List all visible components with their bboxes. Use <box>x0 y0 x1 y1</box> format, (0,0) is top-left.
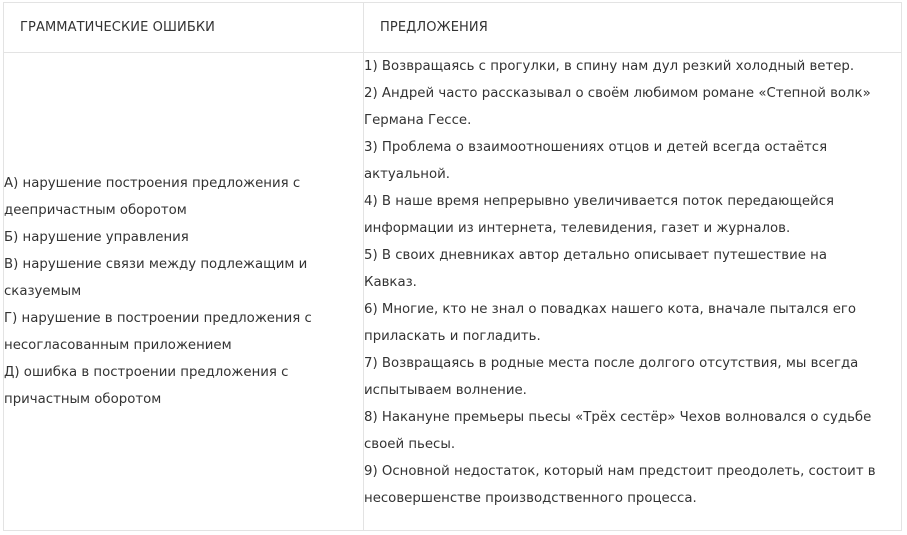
error-line: деепричастным оборотом <box>4 203 187 218</box>
sentence-item-8 <box>364 404 901 458</box>
sentence-line: 9) Основной недостаток, который нам предстоит преодолеть, состоит в <box>364 464 876 479</box>
header-sentences: ПРЕДЛОЖЕНИЯ <box>364 3 902 53</box>
error-item-d <box>4 359 363 413</box>
sentence-line: информации из интернета, телевидения, газет и журналов. <box>364 221 791 236</box>
error-line: Г) нарушение в построении предложения с <box>4 311 312 326</box>
errors-cell <box>4 53 364 531</box>
sentence-item-7 <box>364 350 901 404</box>
sentence-item-1 <box>364 53 901 80</box>
error-line: несогласованным приложением <box>4 338 232 353</box>
grammar-errors-table <box>3 2 902 531</box>
error-line: Б) нарушение управления <box>4 230 189 245</box>
error-item-a <box>4 170 363 224</box>
sentence-item-5 <box>364 242 901 296</box>
error-item-v <box>4 251 363 305</box>
sentences-cell <box>364 53 902 531</box>
header-grammar-errors: ГРАММАТИЧЕСКИЕ ОШИБКИ <box>4 3 364 53</box>
sentence-item-3 <box>364 134 901 188</box>
sentence-line: 6) Многие, кто не знал о повадках нашего кота, вначале пытался его <box>364 302 857 317</box>
sentence-item-9 <box>364 458 901 512</box>
table-header-row <box>4 3 902 53</box>
sentence-line: несовершенстве производственного процесса. <box>364 491 697 506</box>
sentence-line: своей пьесы. <box>364 437 456 452</box>
sentence-line: 5) В своих дневниках автор детально описывает путешествие на <box>364 248 827 263</box>
sentence-line: 8) Накануне премьеры пьесы «Трёх сестёр» Чехов волновался о судьбе <box>364 410 872 425</box>
sentence-line: 7) Возвращаясь в родные места после долгого отсутствия, мы всегда <box>364 356 859 371</box>
sentence-line: Германа Гессе. <box>364 113 472 128</box>
sentence-line: актуальной. <box>364 167 450 182</box>
error-line: Д) ошибка в построении предложения с <box>4 365 289 380</box>
error-line: В) нарушение связи между подлежащим и <box>4 257 308 272</box>
sentence-line: 2) Андрей часто рассказывал о своём любимом романе «Степной волк» <box>364 86 871 101</box>
sentence-line: приласкать и погладить. <box>364 329 541 344</box>
table-row <box>4 53 902 531</box>
error-line: сказуемым <box>4 284 82 299</box>
sentence-line: испытываем волнение. <box>364 383 527 398</box>
error-item-b <box>4 224 363 251</box>
error-line: причастным оборотом <box>4 392 162 407</box>
sentence-item-2 <box>364 80 901 134</box>
error-item-g <box>4 305 363 359</box>
sentence-line: 3) Проблема о взаимоотношениях отцов и детей всегда остаётся <box>364 140 828 155</box>
sentence-line: Кавказ. <box>364 275 417 290</box>
sentence-item-6 <box>364 296 901 350</box>
sentence-item-4 <box>364 188 901 242</box>
sentence-line: 4) В наше время непрерывно увеличивается поток передающейся <box>364 194 835 209</box>
error-line: А) нарушение построения предложения с <box>4 176 301 191</box>
sentence-line: 1) Возвращаясь с прогулки, в спину нам дул резкий холодный ветер. <box>364 59 855 74</box>
